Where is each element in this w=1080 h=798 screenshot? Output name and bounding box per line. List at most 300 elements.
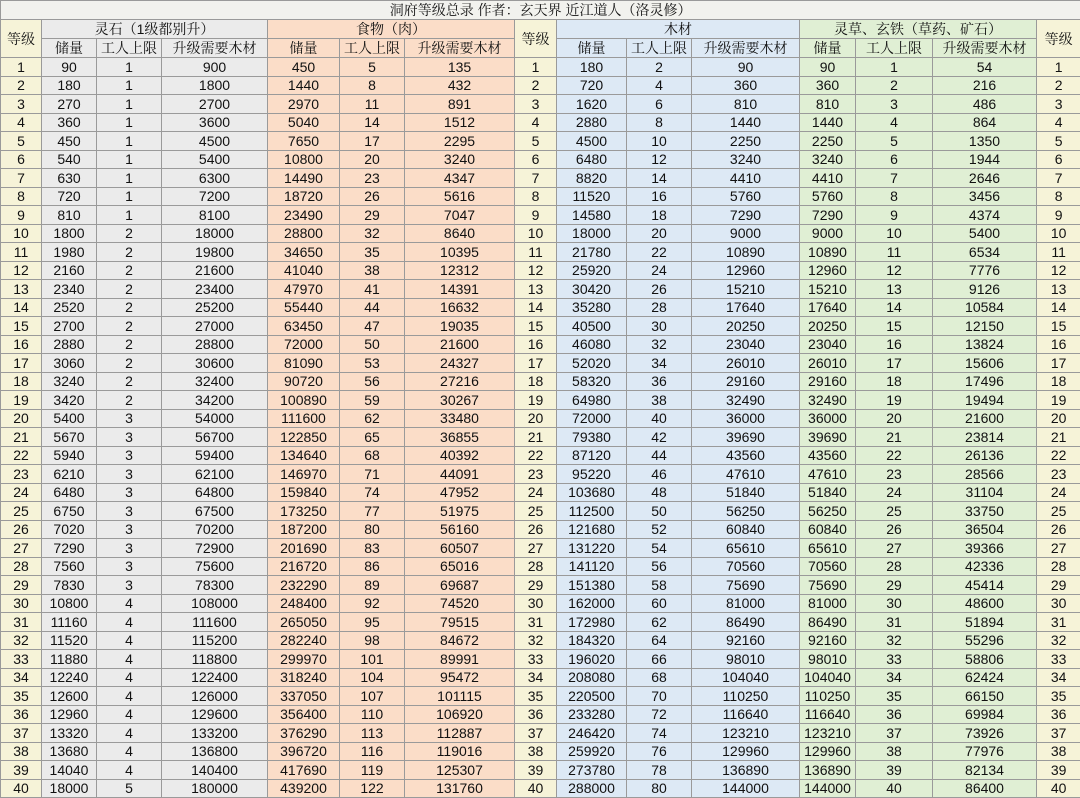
level-cell: 1 [515,58,557,77]
upgrade-wood-cell: 115200 [162,631,268,650]
level-cell: 31 [515,613,557,632]
upgrade-wood-cell: 25200 [162,298,268,317]
level-cell: 17 [1,354,42,373]
storage-cell: 18000 [557,224,627,243]
storage-cell: 144000 [800,779,856,798]
table-row [1,557,1080,576]
worker-limit-cell: 4 [97,724,162,743]
level-cell: 22 [1,446,42,465]
table-row [1,502,1080,521]
storage-cell: 90720 [268,372,340,391]
worker-limit-cell: 12 [627,150,692,169]
storage-cell: 5040 [268,113,340,132]
upgrade-wood-cell: 19494 [933,391,1037,410]
level-cell: 34 [1,668,42,687]
worker-limit-cell: 2 [97,335,162,354]
worker-limit-cell: 1 [97,58,162,77]
worker-limit-cell: 3 [97,539,162,558]
level-cell: 28 [1,557,42,576]
worker-limit-cell: 2 [97,224,162,243]
table-row [1,613,1080,632]
storage-cell: 270 [42,95,97,114]
level-cell: 40 [515,779,557,798]
storage-cell: 7020 [42,520,97,539]
level-cell: 23 [1,465,42,484]
worker-limit-cell: 10 [856,224,933,243]
table-row [1,594,1080,613]
upgrade-wood-cell: 3456 [933,187,1037,206]
level-cell: 26 [1,520,42,539]
storage-cell: 201690 [268,539,340,558]
storage-cell: 11520 [557,187,627,206]
storage-cell: 26010 [800,354,856,373]
worker-limit-cell: 68 [627,668,692,687]
worker-limit-cell: 74 [627,724,692,743]
upgrade-wood-cell: 28800 [162,335,268,354]
level-cell: 19 [1,391,42,410]
level-cell: 27 [1037,539,1080,558]
storage-cell: 14490 [268,169,340,188]
storage-cell: 41040 [268,261,340,280]
storage-cell: 450 [42,132,97,151]
worker-limit-cell: 2 [627,58,692,77]
storage-cell: 4500 [557,132,627,151]
upgrade-wood-cell: 12150 [933,317,1037,336]
level-cell: 39 [1,761,42,780]
worker-limit-cell: 13 [856,280,933,299]
storage-cell: 29160 [800,372,856,391]
worker-limit-cell: 36 [627,372,692,391]
storage-cell: 265050 [268,613,340,632]
upgrade-wood-cell: 34200 [162,391,268,410]
level-cell: 19 [515,391,557,410]
upgrade-wood-cell: 1440 [692,113,800,132]
col-header-upgrade-wood: 升级需要木材 [933,39,1037,58]
level-cell: 19 [1037,391,1080,410]
upgrade-wood-cell: 42336 [933,557,1037,576]
storage-cell: 14040 [42,761,97,780]
upgrade-wood-cell: 26136 [933,446,1037,465]
upgrade-wood-cell: 47610 [692,465,800,484]
worker-limit-cell: 5 [856,132,933,151]
storage-cell: 5670 [42,428,97,447]
upgrade-wood-cell: 8640 [405,224,515,243]
upgrade-wood-cell: 17496 [933,372,1037,391]
worker-limit-cell: 22 [856,446,933,465]
worker-limit-cell: 2 [97,391,162,410]
worker-limit-cell: 104 [340,668,405,687]
level-cell: 7 [1037,169,1080,188]
storage-cell: 282240 [268,631,340,650]
worker-limit-cell: 26 [340,187,405,206]
worker-limit-cell: 101 [340,650,405,669]
storage-cell: 360 [42,113,97,132]
worker-limit-cell: 58 [627,576,692,595]
upgrade-wood-cell: 10584 [933,298,1037,317]
group-header-food: 食物（肉） [268,20,515,39]
level-cell: 21 [1,428,42,447]
worker-limit-cell: 38 [856,742,933,761]
worker-limit-cell: 32 [856,631,933,650]
worker-limit-cell: 4 [97,687,162,706]
level-cell: 37 [1,724,42,743]
storage-cell: 2520 [42,298,97,317]
upgrade-wood-cell: 24327 [405,354,515,373]
upgrade-wood-cell: 144000 [692,779,800,798]
storage-cell: 100890 [268,391,340,410]
worker-limit-cell: 35 [340,243,405,262]
worker-limit-cell: 11 [856,243,933,262]
level-cell: 35 [515,687,557,706]
storage-cell: 273780 [557,761,627,780]
storage-cell: 64980 [557,391,627,410]
level-cell: 16 [1,335,42,354]
storage-cell: 56250 [800,502,856,521]
level-cell: 10 [515,224,557,243]
level-header-middle: 等级 [515,20,557,58]
worker-limit-cell: 8 [856,187,933,206]
worker-limit-cell: 2 [856,76,933,95]
storage-cell: 196020 [557,650,627,669]
upgrade-wood-cell: 4347 [405,169,515,188]
level-cell: 26 [1037,520,1080,539]
worker-limit-cell: 35 [856,687,933,706]
worker-limit-cell: 3 [97,428,162,447]
upgrade-wood-cell: 30267 [405,391,515,410]
upgrade-wood-cell: 65610 [692,539,800,558]
upgrade-wood-cell: 33480 [405,409,515,428]
storage-cell: 337050 [268,687,340,706]
storage-cell: 162000 [557,594,627,613]
upgrade-wood-cell: 31104 [933,483,1037,502]
storage-cell: 180 [557,58,627,77]
level-cell: 12 [515,261,557,280]
upgrade-wood-cell: 75690 [692,576,800,595]
level-cell: 27 [515,539,557,558]
level-cell: 20 [515,409,557,428]
storage-cell: 146970 [268,465,340,484]
level-cell: 36 [1,705,42,724]
worker-limit-cell: 1 [97,169,162,188]
table-row [1,113,1080,132]
upgrade-wood-cell: 432 [405,76,515,95]
storage-cell: 90 [800,58,856,77]
worker-limit-cell: 48 [627,483,692,502]
level-cell: 21 [515,428,557,447]
worker-limit-cell: 14 [627,169,692,188]
storage-cell: 1620 [557,95,627,114]
upgrade-wood-cell: 2700 [162,95,268,114]
level-cell: 11 [1037,243,1080,262]
worker-limit-cell: 119 [340,761,405,780]
table-row [1,58,1080,77]
storage-cell: 122850 [268,428,340,447]
group-header-spirit-stone: 灵石（1级都别升） [42,20,268,39]
storage-cell: 356400 [268,705,340,724]
storage-cell: 187200 [268,520,340,539]
upgrade-wood-cell: 112887 [405,724,515,743]
table-row [1,539,1080,558]
storage-cell: 1800 [42,224,97,243]
col-header-upgrade-wood: 升级需要木材 [162,39,268,58]
worker-limit-cell: 50 [340,335,405,354]
upgrade-wood-cell: 62424 [933,668,1037,687]
table-row [1,483,1080,502]
upgrade-wood-cell: 2295 [405,132,515,151]
upgrade-wood-cell: 9126 [933,280,1037,299]
worker-limit-cell: 2 [97,280,162,299]
storage-cell: 299970 [268,650,340,669]
level-cell: 26 [515,520,557,539]
level-cell: 16 [1037,335,1080,354]
storage-cell: 8820 [557,169,627,188]
storage-cell: 259920 [557,742,627,761]
level-cell: 39 [1037,761,1080,780]
level-cell: 12 [1037,261,1080,280]
table-row [1,150,1080,169]
storage-cell: 248400 [268,594,340,613]
storage-cell: 7560 [42,557,97,576]
storage-cell: 208080 [557,668,627,687]
storage-cell: 318240 [268,668,340,687]
worker-limit-cell: 24 [627,261,692,280]
level-cell: 6 [1037,150,1080,169]
worker-limit-cell: 116 [340,742,405,761]
level-cell: 14 [515,298,557,317]
worker-limit-cell: 24 [856,483,933,502]
upgrade-wood-cell: 360 [692,76,800,95]
storage-cell: 72000 [268,335,340,354]
table-row [1,687,1080,706]
level-cell: 31 [1037,613,1080,632]
worker-limit-cell: 1 [97,132,162,151]
storage-cell: 51840 [800,483,856,502]
worker-limit-cell: 36 [856,705,933,724]
upgrade-wood-cell: 77976 [933,742,1037,761]
storage-cell: 232290 [268,576,340,595]
level-cell: 30 [515,594,557,613]
level-cell: 5 [515,132,557,151]
level-cell: 27 [1,539,42,558]
table-row [1,206,1080,225]
worker-limit-cell: 14 [856,298,933,317]
level-cell: 33 [1,650,42,669]
upgrade-wood-cell: 19035 [405,317,515,336]
level-cell: 29 [515,576,557,595]
upgrade-wood-cell: 23400 [162,280,268,299]
worker-limit-cell: 1 [97,95,162,114]
worker-limit-cell: 53 [340,354,405,373]
storage-cell: 810 [800,95,856,114]
worker-limit-cell: 7 [856,169,933,188]
upgrade-wood-cell: 5400 [933,224,1037,243]
upgrade-wood-cell: 16632 [405,298,515,317]
storage-cell: 60840 [800,520,856,539]
storage-cell: 34650 [268,243,340,262]
worker-limit-cell: 56 [340,372,405,391]
upgrade-wood-cell: 66150 [933,687,1037,706]
table-row [1,298,1080,317]
upgrade-wood-cell: 48600 [933,594,1037,613]
table-row [1,650,1080,669]
worker-limit-cell: 1 [97,150,162,169]
upgrade-wood-cell: 84672 [405,631,515,650]
storage-cell: 141120 [557,557,627,576]
worker-limit-cell: 68 [340,446,405,465]
upgrade-wood-cell: 67500 [162,502,268,521]
upgrade-wood-cell: 101115 [405,687,515,706]
storage-cell: 14580 [557,206,627,225]
worker-limit-cell: 47 [340,317,405,336]
col-header-storage: 储量 [557,39,627,58]
storage-cell: 123210 [800,724,856,743]
table-row [1,576,1080,595]
upgrade-wood-cell: 133200 [162,724,268,743]
worker-limit-cell: 40 [627,409,692,428]
worker-limit-cell: 12 [856,261,933,280]
upgrade-wood-cell: 79515 [405,613,515,632]
worker-limit-cell: 2 [97,298,162,317]
upgrade-wood-cell: 60840 [692,520,800,539]
upgrade-wood-cell: 69687 [405,576,515,595]
worker-limit-cell: 4 [97,613,162,632]
upgrade-wood-cell: 126000 [162,687,268,706]
level-cell: 10 [1037,224,1080,243]
worker-limit-cell: 22 [627,243,692,262]
upgrade-wood-cell: 891 [405,95,515,114]
upgrade-wood-cell: 62100 [162,465,268,484]
table-row [1,391,1080,410]
worker-limit-cell: 65 [340,428,405,447]
storage-cell: 79380 [557,428,627,447]
upgrade-wood-cell: 39690 [692,428,800,447]
upgrade-wood-cell: 123210 [692,724,800,743]
level-cell: 17 [515,354,557,373]
storage-cell: 5400 [42,409,97,428]
upgrade-wood-cell: 3600 [162,113,268,132]
storage-cell: 52020 [557,354,627,373]
storage-cell: 7830 [42,576,97,595]
upgrade-wood-cell: 51840 [692,483,800,502]
worker-limit-cell: 92 [340,594,405,613]
upgrade-wood-cell: 26010 [692,354,800,373]
level-cell: 23 [1037,465,1080,484]
storage-cell: 43560 [800,446,856,465]
level-header-right: 等级 [1037,20,1080,58]
level-cell: 8 [515,187,557,206]
worker-limit-cell: 80 [627,779,692,798]
upgrade-wood-cell: 104040 [692,668,800,687]
worker-limit-cell: 78 [627,761,692,780]
storage-cell: 23040 [800,335,856,354]
storage-cell: 439200 [268,779,340,798]
table-row [1,280,1080,299]
worker-limit-cell: 6 [627,95,692,114]
upgrade-wood-cell: 43560 [692,446,800,465]
worker-limit-cell: 60 [627,594,692,613]
upgrade-wood-cell: 82134 [933,761,1037,780]
table-row [1,95,1080,114]
upgrade-wood-cell: 27216 [405,372,515,391]
upgrade-wood-cell: 216 [933,76,1037,95]
storage-cell: 288000 [557,779,627,798]
worker-limit-cell: 3 [97,483,162,502]
storage-cell: 18720 [268,187,340,206]
worker-limit-cell: 33 [856,650,933,669]
upgrade-wood-cell: 19800 [162,243,268,262]
storage-cell: 3060 [42,354,97,373]
level-cell: 38 [1037,742,1080,761]
upgrade-wood-cell: 140400 [162,761,268,780]
table-row [1,520,1080,539]
storage-cell: 11520 [42,631,97,650]
upgrade-wood-cell: 1512 [405,113,515,132]
upgrade-wood-cell: 95472 [405,668,515,687]
storage-cell: 17640 [800,298,856,317]
upgrade-wood-cell: 122400 [162,668,268,687]
storage-cell: 134640 [268,446,340,465]
level-cell: 30 [1,594,42,613]
upgrade-wood-cell: 21600 [405,335,515,354]
level-cell: 36 [515,705,557,724]
level-cell: 21 [1037,428,1080,447]
worker-limit-cell: 3 [97,576,162,595]
worker-limit-cell: 4 [856,113,933,132]
worker-limit-cell: 2 [97,317,162,336]
storage-cell: 28800 [268,224,340,243]
level-cell: 2 [1037,76,1080,95]
upgrade-wood-cell: 129960 [692,742,800,761]
upgrade-wood-cell: 4374 [933,206,1037,225]
worker-limit-cell: 9 [856,206,933,225]
storage-cell: 98010 [800,650,856,669]
storage-cell: 6480 [557,150,627,169]
storage-cell: 1980 [42,243,97,262]
upgrade-wood-cell: 3240 [405,150,515,169]
storage-cell: 1440 [268,76,340,95]
upgrade-wood-cell: 21600 [162,261,268,280]
worker-limit-cell: 18 [856,372,933,391]
upgrade-wood-cell: 21600 [933,409,1037,428]
table-row [1,317,1080,336]
worker-limit-cell: 5 [340,58,405,77]
worker-limit-cell: 30 [627,317,692,336]
worker-limit-cell: 4 [97,650,162,669]
upgrade-wood-cell: 70560 [692,557,800,576]
storage-cell: 11880 [42,650,97,669]
level-cell: 20 [1037,409,1080,428]
storage-cell: 21780 [557,243,627,262]
level-cell: 4 [1,113,42,132]
storage-cell: 216720 [268,557,340,576]
table-row [1,409,1080,428]
level-cell: 37 [515,724,557,743]
storage-cell: 376290 [268,724,340,743]
worker-limit-cell: 1 [97,206,162,225]
storage-cell: 6750 [42,502,97,521]
worker-limit-cell: 42 [627,428,692,447]
table-row [1,224,1080,243]
storage-cell: 720 [42,187,97,206]
worker-limit-cell: 3 [97,520,162,539]
upgrade-wood-cell: 23814 [933,428,1037,447]
worker-limit-cell: 39 [856,761,933,780]
storage-cell: 46080 [557,335,627,354]
worker-limit-cell: 56 [627,557,692,576]
worker-limit-cell: 3 [97,409,162,428]
table-row [1,76,1080,95]
level-cell: 10 [1,224,42,243]
